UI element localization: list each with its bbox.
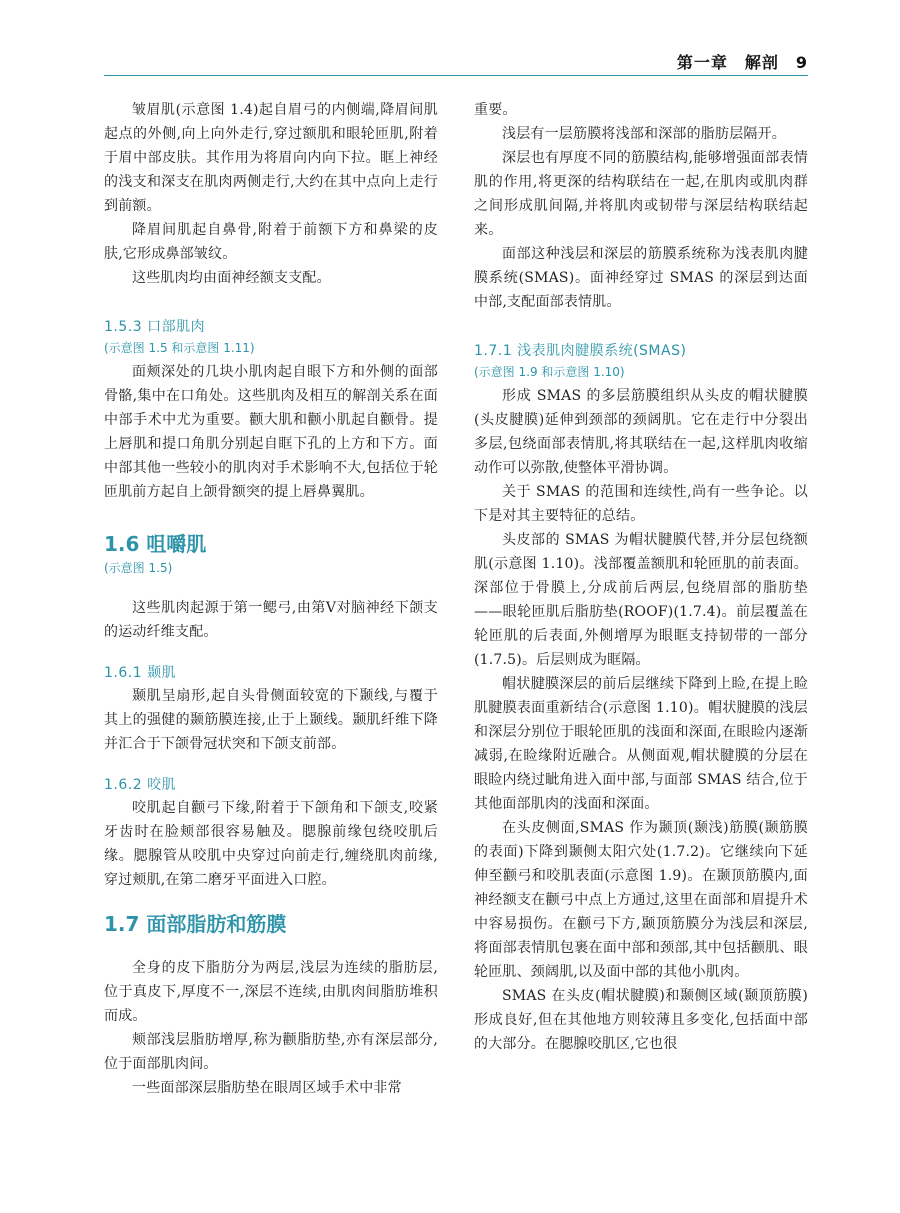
paragraph: 皱眉肌(示意图 1.4)起自眉弓的内侧端,降眉间肌起点的外侧,向上向外走行,穿过额肌和眼轮匝肌,附着于眉中部皮肤。其作用为将眉向内向下拉。眶上神经的浅支和深支在肌肉两侧走行,大约在其中点向上走行到前额。 (104, 102, 438, 214)
running-header: 第一章 解剖 9 (676, 53, 808, 72)
section-heading-1-6-2: 1.6.2 咬肌 (104, 777, 177, 793)
section-heading-1-6: 1.6 咀嚼肌 (104, 532, 207, 556)
paragraph: SMAS 在头皮(帽状腱膜)和颞侧区域(颞顶筋膜)形成良好,但在其他地方则较薄且多变化,包括面中部的大部分。在腮腺咬肌区,它也很 (474, 988, 808, 1052)
paragraph: 形成 SMAS 的多层筋膜组织从头皮的帽状腱膜(头皮腱膜)延伸到颈部的颈阔肌。它在走行中分裂出多层,包绕面部表情肌,将其联结在一起,这样肌肉收缩动作可以弥散,使整体平滑协调。 (474, 388, 808, 476)
paragraph: 头皮部的 SMAS 为帽状腱膜代替,并分层包绕额肌(示意图 1.10)。浅部覆盖额肌和轮匝肌的前表面。深部位于骨膜上,分成前后两层,包绕眉部的脂肪垫——眼轮匝肌后脂肪垫(ROOF)(1.7.4)。前层覆盖在轮匝肌的后表面,外侧增厚为眼眶支持韧带的一部分(1.7.5)。后层则成为眶隔。 (474, 532, 808, 668)
paragraph: 咬肌起自颧弓下缘,附着于下颌角和下颌支,咬紧牙齿时在脸颊部很容易触及。腮腺前缘包绕咬肌后缘。腮腺管从咬肌中央穿过向前走行,缠绕肌肉前缘,穿过颊肌,在第二磨牙平面进入口腔。 (104, 800, 438, 888)
section-figure-ref: (示意图 1.9 和示意图 1.10) (474, 365, 625, 379)
paragraph: 浅层有一层筋膜将浅部和深部的脂肪层隔开。 (502, 126, 786, 142)
paragraph: 关于 SMAS 的范围和连续性,尚有一些争论。以下是对其主要特征的总结。 (474, 484, 808, 524)
paragraph: 颊部浅层脂肪增厚,称为颧脂肪垫,亦有深层部分,位于面部肌肉间。 (104, 1032, 438, 1072)
section-figure-ref: (示意图 1.5 和示意图 1.11) (104, 341, 255, 355)
right-column (474, 98, 808, 1056)
section-heading-1-7-1: 1.7.1 浅表肌肉腱膜系统(SMAS) (474, 343, 687, 359)
left-column (104, 98, 438, 1100)
paragraph: 颞肌呈扇形,起自头骨侧面较宽的下颞线,与覆于其上的强健的颞筋膜连接,止于上颞线。颞肌纤维下降并汇合于下颌骨冠状突和下颌支前部。 (104, 688, 438, 752)
paragraph: 在头皮侧面,SMAS 作为颞顶(颞浅)筋膜(颞筋膜的表面)下降到颞侧太阳穴处(1.7.2)。它继续向下延伸至颧弓和咬肌表面(示意图 1.9)。在颞顶筋膜内,面神经额支在颧弓中点上方通过,这里在面部和眉提升术中容易损伤。在颧弓下方,颞顶筋膜分为浅层和深层,将面部表情肌包裹在面中部和颈部,其中包括颧肌、眼轮匝肌、颈阔肌,以及面中部的其他小肌肉。 (474, 820, 808, 980)
header-rule (104, 75, 808, 76)
paragraph: 重要。 (474, 102, 517, 118)
paragraph: 帽状腱膜深层的前后层继续下降到上睑,在提上睑肌腱膜表面重新结合(示意图 1.10)。帽状腱膜的浅层和深层分别位于眼轮匝肌的浅面和深面,在眼睑内逐渐减弱,在睑缘附近融合。从侧面观,帽状腱膜的分层在眼睑内绕过眦角进入面中部,与面部 SMAS 结合,位于其他面部肌肉的浅面和深面。 (474, 676, 808, 812)
paragraph: 面部这种浅层和深层的筋膜系统称为浅表肌肉腱膜系统(SMAS)。面神经穿过 SMAS 的深层到达面中部,支配面部表情肌。 (474, 246, 808, 310)
section-heading-1-7: 1.7 面部脂肪和筋膜 (104, 912, 287, 936)
section-heading-1-5-3: 1.5.3 口部肌肉 (104, 319, 206, 335)
paragraph: 这些肌肉起源于第一鳃弓,由第Ⅴ对脑神经下颌支的运动纤维支配。 (104, 600, 438, 640)
paragraph: 面颊深处的几块小肌肉起自眼下方和外侧的面部骨骼,集中在口角处。这些肌肉及相互的解剖关系在面中部手术中尤为重要。颧大肌和颧小肌起自颧骨。提上唇肌和提口角肌分别起自眶下孔的上方和下方。面中部其他一些较小的肌肉对手术影响不大,包括位于轮匝肌前方起自上颌骨额突的提上唇鼻翼肌。 (104, 364, 438, 500)
paragraph: 降眉间肌起自鼻骨,附着于前额下方和鼻梁的皮肤,它形成鼻部皱纹。 (104, 222, 438, 262)
section-heading-1-6-1: 1.6.1 颞肌 (104, 665, 177, 681)
section-figure-ref: (示意图 1.5) (104, 561, 173, 575)
paragraph: 一些面部深层脂肪垫在眼周区域手术中非常 (132, 1080, 402, 1096)
page-header (104, 50, 808, 80)
paragraph: 深层也有厚度不同的筋膜结构,能够增强面部表情肌的作用,将更深的结构联结在一起,在肌肉或肌肉群之间形成肌间隔,并将肌肉或韧带与深层结构联结起来。 (474, 150, 808, 238)
paragraph: 这些肌肉均由面神经额支支配。 (132, 270, 331, 286)
paragraph: 全身的皮下脂肪分为两层,浅层为连续的脂肪层,位于真皮下,厚度不一,深层不连续,由肌肉间脂肪堆积而成。 (104, 960, 438, 1024)
